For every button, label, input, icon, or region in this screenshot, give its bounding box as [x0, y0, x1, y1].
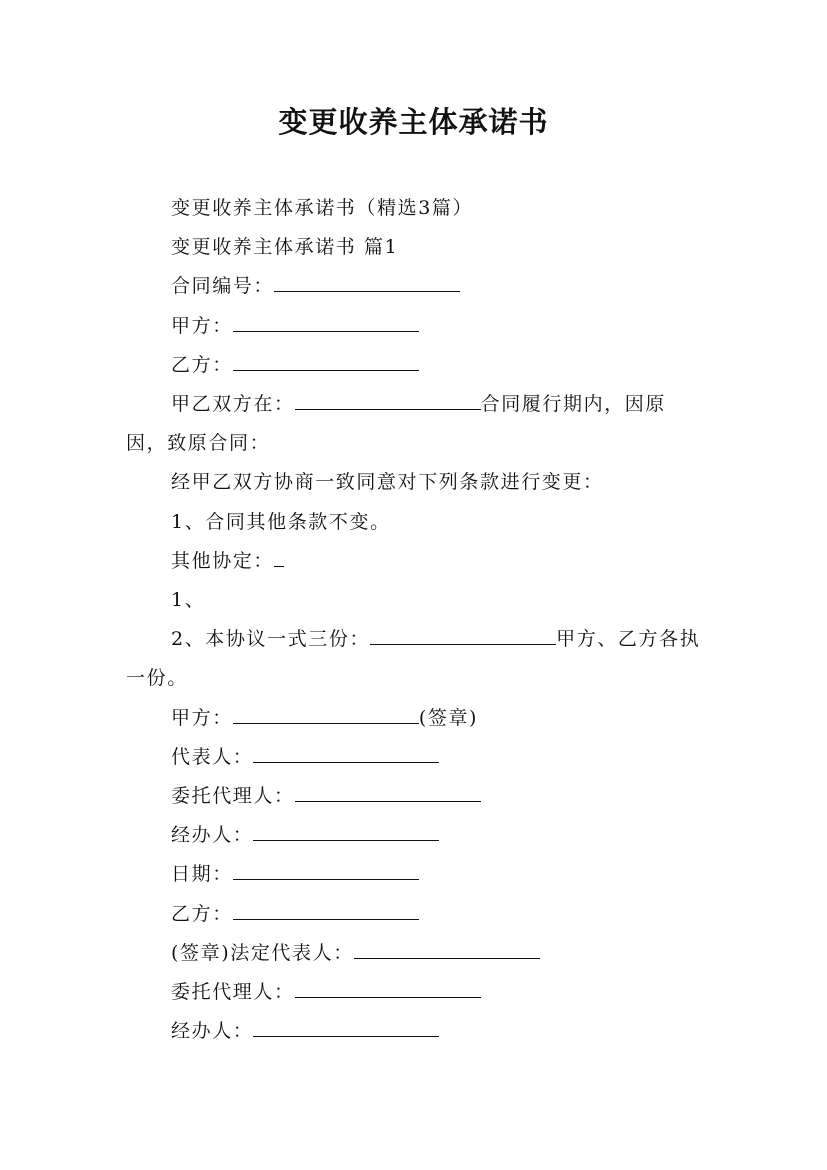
- agreement-paragraph: [126, 463, 704, 502]
- party-a-label: 甲方：: [171, 314, 233, 337]
- date-blank[interactable]: [233, 859, 419, 880]
- handler-line-2: [126, 1012, 704, 1051]
- representative-blank[interactable]: [253, 742, 439, 763]
- party-b-sign-blank[interactable]: [233, 899, 419, 920]
- other-agreement-label: 其他协定：: [171, 549, 275, 572]
- party-b-sign-label: 乙方：: [171, 902, 233, 925]
- section-heading-text: 变更收养主体承诺书 篇1: [171, 236, 399, 259]
- party-a-sign-label: 甲方：: [171, 706, 233, 729]
- handler-blank-2[interactable]: [253, 1016, 439, 1037]
- agent-label: 委托代理人：: [171, 785, 295, 808]
- contract-period-blank[interactable]: [295, 389, 481, 410]
- date-label: 日期：: [171, 863, 233, 886]
- document-body: [126, 189, 704, 1051]
- copies-label: 2、本协议一式三份：: [171, 628, 371, 651]
- party-b-label: 乙方：: [171, 353, 233, 376]
- party-b-line: [126, 346, 704, 385]
- legal-representative-label: (签章)法定代表人：: [171, 941, 354, 964]
- item-1-text: 1、: [171, 589, 206, 612]
- agent-label-2: 委托代理人：: [171, 981, 295, 1004]
- agent-line-2: [126, 973, 704, 1012]
- handler-label-2: 经办人：: [171, 1020, 254, 1043]
- copies-text: 甲方、乙方各执一份。: [126, 628, 701, 690]
- party-b-blank[interactable]: [233, 350, 419, 371]
- contract-number-blank[interactable]: [274, 271, 460, 292]
- subtitle-text: 变更收养主体承诺书（精选3篇）: [171, 197, 474, 219]
- copies-paragraph: [126, 620, 704, 698]
- representative-line: [126, 738, 704, 777]
- contract-number-line: [126, 267, 704, 306]
- date-line: [126, 855, 704, 894]
- contract-period-text: 合同履行期内，因原因，致原合同：: [126, 393, 667, 455]
- copies-blank[interactable]: [370, 624, 556, 645]
- legal-representative-blank[interactable]: [354, 938, 540, 959]
- document-title: 变更收养主体承诺书: [278, 105, 549, 139]
- agent-blank[interactable]: [295, 781, 481, 802]
- party-a-sign-line: [126, 699, 704, 738]
- subtitle-line: [126, 189, 704, 228]
- party-b-sign-line: [126, 895, 704, 934]
- item-1-line: [126, 581, 704, 620]
- contract-period-label: 甲乙双方在：: [171, 393, 295, 416]
- representative-label: 代表人：: [171, 745, 254, 768]
- party-a-sign-blank[interactable]: [233, 703, 419, 724]
- other-agreement-blank[interactable]: [274, 546, 284, 567]
- legal-representative-line: [126, 934, 704, 973]
- agent-blank-2[interactable]: [295, 977, 481, 998]
- contract-period-paragraph: [126, 385, 704, 463]
- section-heading: [126, 228, 704, 267]
- party-a-blank[interactable]: [233, 311, 419, 332]
- party-a-line: [126, 307, 704, 346]
- party-a-seal-text: (签章): [418, 706, 479, 729]
- handler-line: [126, 816, 704, 855]
- clause-1-line: [126, 503, 704, 542]
- agent-line: [126, 777, 704, 816]
- handler-blank[interactable]: [253, 820, 439, 841]
- agreement-text: 经甲乙双方协商一致同意对下列条款进行变更：: [171, 471, 604, 494]
- handler-label: 经办人：: [171, 824, 254, 847]
- clause-1-text: 1、合同其他条款不变。: [171, 510, 391, 533]
- other-agreement-line: [126, 542, 704, 581]
- contract-number-label: 合同编号：: [171, 275, 275, 298]
